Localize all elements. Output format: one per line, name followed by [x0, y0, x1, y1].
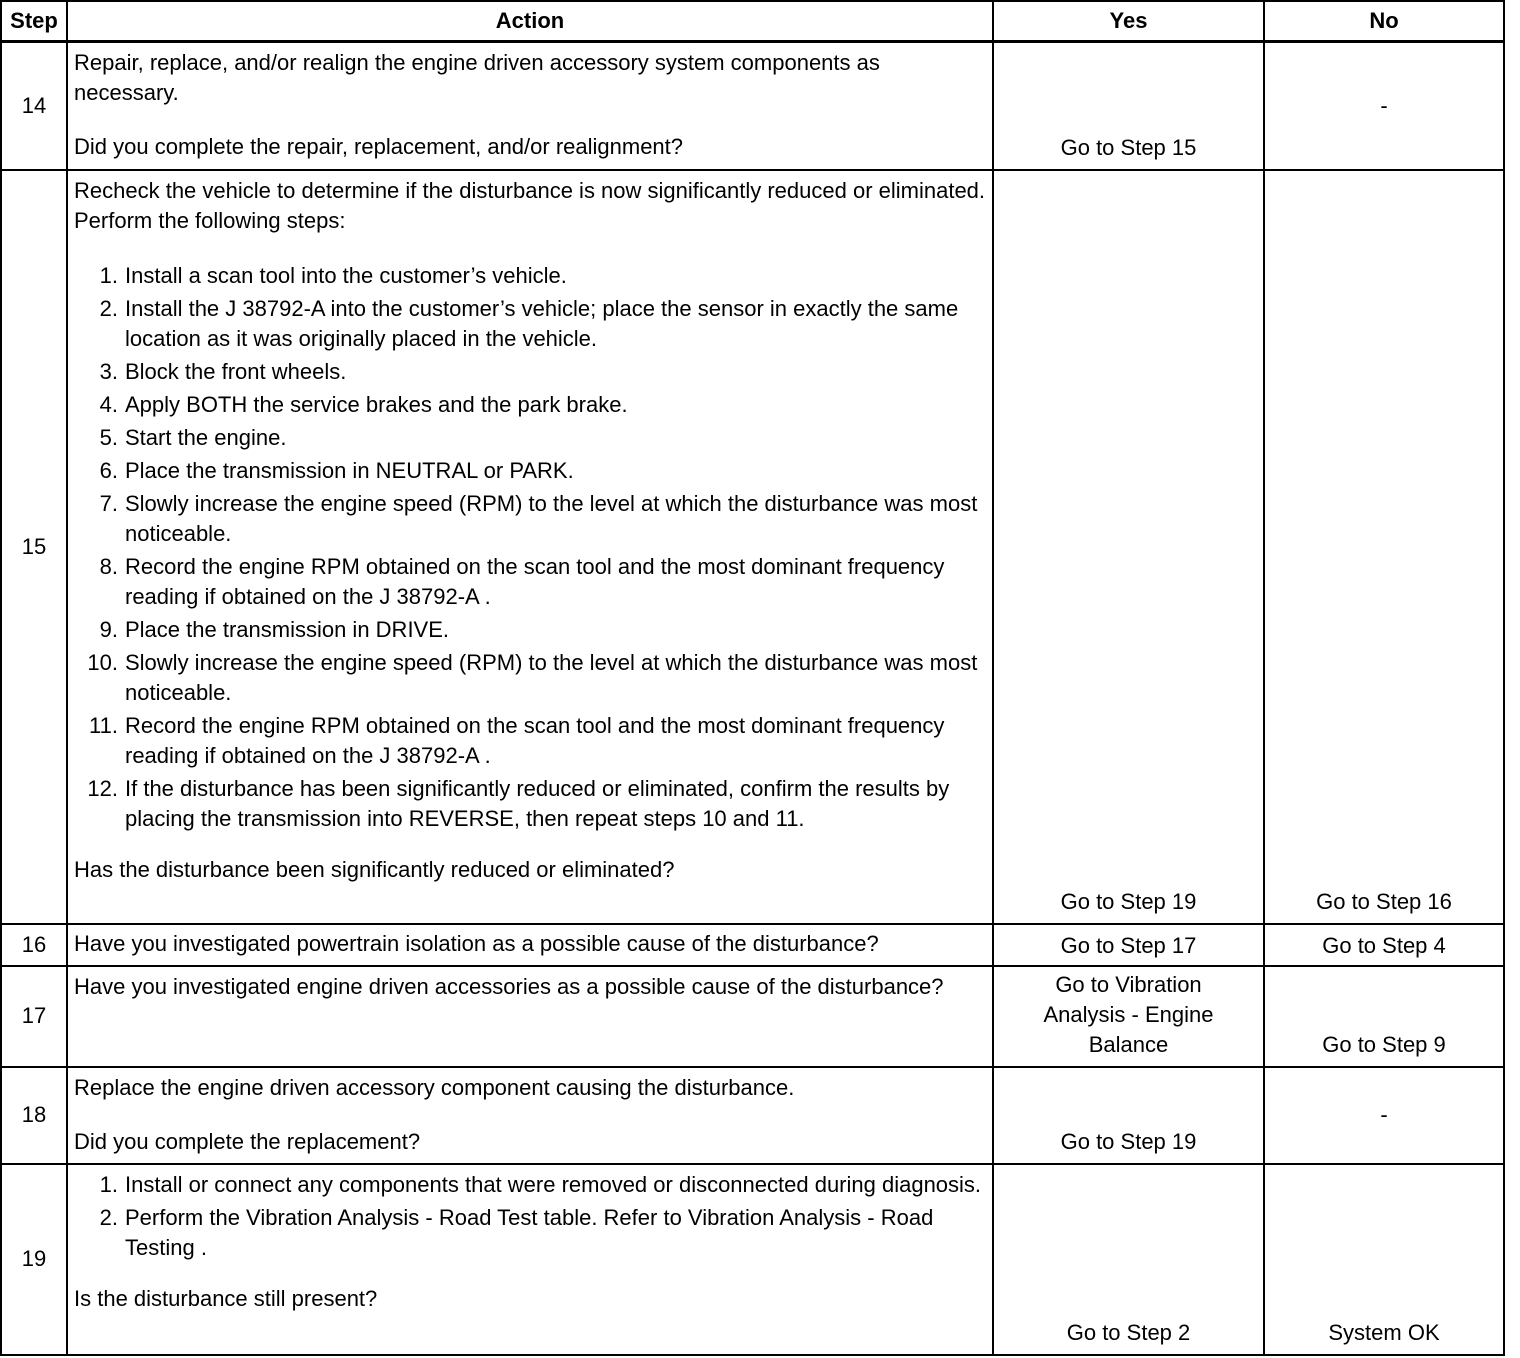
header-row: [1, 1, 1504, 42]
step-number: 16: [1, 924, 67, 966]
step-number: 15: [1, 170, 67, 924]
no-cell: Go to Step 4: [1264, 924, 1504, 966]
list-item: [74, 357, 986, 387]
question-text: Have you investigated engine driven accessories as a possible cause of the disturbance?: [67, 966, 993, 1067]
list-number: 5.: [99, 424, 118, 450]
list-text: Apply BOTH the service brakes and the park brake.: [125, 391, 628, 417]
list-number: 2.: [99, 295, 118, 321]
list-number: 11.: [89, 712, 118, 738]
yes-cell: Go to Step 19: [993, 170, 1264, 924]
list-number: 6.: [99, 457, 118, 483]
action-text: Replace the engine driven accessory component causing the disturbance.: [74, 1074, 795, 1100]
question-text: Did you complete the repair, replacement, and/or realignment?: [74, 134, 684, 159]
list-text: Perform the Vibration Analysis - Road Test table. Refer to Vibration Analysis - Road Testing .: [125, 1204, 934, 1260]
list-text: Record the engine RPM obtained on the scan tool and the most dominant frequency reading if obtained on the J 38792-A .: [125, 553, 945, 609]
action-text: Recheck the vehicle to determine if the disturbance is now significantly reduced or eliminated. Perform the following steps:: [74, 177, 986, 233]
list-item: [74, 456, 986, 486]
list-text: Slowly increase the engine speed (RPM) to the level at which the disturbance was most noticeable.: [125, 649, 978, 705]
action-cell: [67, 42, 993, 170]
yes-cell: Go to Step 19: [993, 1067, 1264, 1164]
list-item: [74, 774, 986, 834]
step-number: 18: [1, 1067, 67, 1164]
list-text: If the disturbance has been significantly reduced or eliminated, confirm the results by placing the transmission into REVERSE, then repeat steps 10 and 11.: [125, 775, 950, 831]
action-cell: [67, 1164, 993, 1355]
no-cell: -: [1264, 1067, 1504, 1164]
no-cell: Go to Step 16: [1264, 170, 1504, 924]
step-number: 14: [1, 42, 67, 170]
list-item: [74, 648, 986, 708]
yes-cell: Go to Step 15: [993, 42, 1264, 170]
list-number: 2.: [99, 1204, 118, 1230]
table-row: [1, 42, 1504, 170]
no-cell: Go to Step 9: [1264, 966, 1504, 1067]
list-number: 9.: [99, 616, 118, 642]
list-item: [74, 1203, 986, 1263]
question-text: Did you complete the replacement?: [74, 1128, 421, 1154]
list-text: Block the front wheels.: [125, 358, 347, 384]
step-number: 17: [1, 966, 67, 1067]
list-number: 10.: [87, 649, 118, 675]
table-row: [1, 924, 1504, 966]
list-number: 8.: [99, 553, 118, 579]
procedure-list: [74, 261, 986, 834]
list-item: [74, 390, 986, 420]
question-text: Has the disturbance been significantly reduced or eliminated?: [74, 856, 675, 882]
list-text: Install the J 38792-A into the customer’s vehicle; place the sensor in exactly the same location as it was originally placed in the vehicle.: [125, 295, 959, 351]
table-row: [1, 966, 1504, 1067]
header-yes: Yes: [993, 1, 1264, 42]
question-text: Is the disturbance still present?: [74, 1285, 378, 1311]
list-number: 4.: [99, 391, 118, 417]
list-number: 12.: [87, 775, 118, 801]
list-text: Place the transmission in NEUTRAL or PARK.: [125, 457, 574, 483]
list-item: [74, 615, 986, 645]
header-step: Step: [1, 1, 67, 42]
table-row: [1, 170, 1504, 924]
no-cell: System OK: [1264, 1164, 1504, 1355]
list-number: 1.: [99, 1171, 118, 1197]
list-text: Install a scan tool into the customer’s vehicle.: [125, 262, 567, 288]
list-text: Place the transmission in DRIVE.: [125, 616, 450, 642]
list-item: [74, 711, 986, 771]
question-text: Have you investigated powertrain isolation as a possible cause of the disturbance?: [67, 924, 993, 966]
no-cell: -: [1264, 42, 1504, 170]
list-item: [74, 489, 986, 549]
list-number: 1.: [99, 262, 118, 288]
table-row: [1, 1067, 1504, 1164]
list-item: [74, 1170, 986, 1200]
yes-cell: Go to Step 2: [993, 1164, 1264, 1355]
list-text: Slowly increase the engine speed (RPM) to the level at which the disturbance was most noticeable.: [125, 490, 978, 546]
list-item: [74, 261, 986, 291]
yes-cell: Go to Vibration Analysis - Engine Balance: [993, 966, 1264, 1067]
list-text: Install or connect any components that were removed or disconnected during diagnosis.: [125, 1171, 982, 1197]
action-cell: [67, 1067, 993, 1164]
list-number: 7.: [99, 490, 118, 516]
procedure-list: [74, 1170, 986, 1263]
header-action: Action: [67, 1, 993, 42]
list-text: Start the engine.: [125, 424, 287, 450]
yes-cell: Go to Step 17: [993, 924, 1264, 966]
list-text: Record the engine RPM obtained on the scan tool and the most dominant frequency reading if obtained on the J 38792-A .: [125, 712, 945, 768]
list-item: [74, 294, 986, 354]
list-item: [74, 552, 986, 612]
list-item: [74, 423, 986, 453]
list-number: 3.: [99, 358, 118, 384]
table-row: [1, 1164, 1504, 1355]
step-number: 19: [1, 1164, 67, 1355]
header-no: No: [1264, 1, 1504, 42]
action-cell: [67, 170, 993, 924]
action-text: Repair, replace, and/or realign the engine driven accessory system components as necessary.: [74, 50, 880, 105]
